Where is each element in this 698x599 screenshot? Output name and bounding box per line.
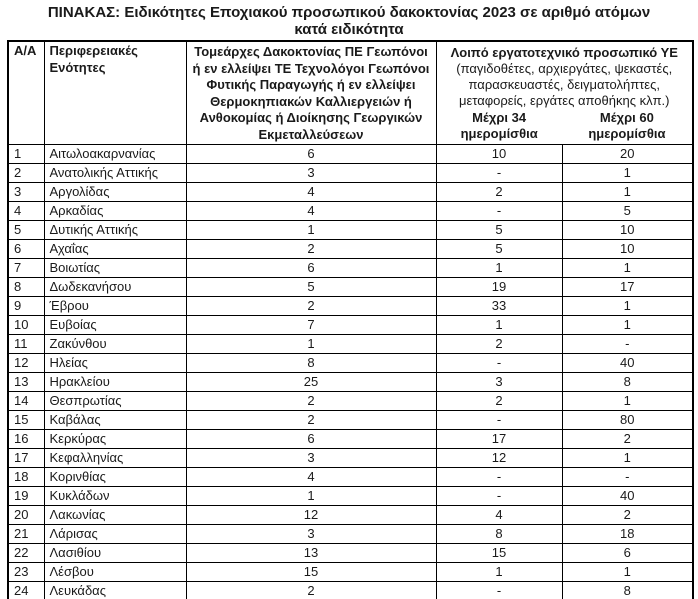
- row-index-cell: 10: [8, 316, 44, 335]
- upto60-count-cell: 80: [562, 411, 693, 430]
- upto60-count-cell: 1: [562, 316, 693, 335]
- supervisors-count-cell: 15: [186, 563, 436, 582]
- upto60-count-cell: 10: [562, 221, 693, 240]
- supervisors-count-cell: 3: [186, 525, 436, 544]
- row-index-cell: 23: [8, 563, 44, 582]
- supervisors-count-cell: 1: [186, 335, 436, 354]
- table-row: [8, 487, 693, 506]
- region-cell: Κεφαλληνίας: [44, 449, 186, 468]
- region-cell: Ηλείας: [44, 354, 186, 373]
- supervisors-count-cell: 7: [186, 316, 436, 335]
- table-row: [8, 449, 693, 468]
- region-cell: Έβρου: [44, 297, 186, 316]
- row-index-cell: 13: [8, 373, 44, 392]
- region-cell: Θεσπρωτίας: [44, 392, 186, 411]
- region-cell: Αρκαδίας: [44, 202, 186, 221]
- title-line-1: ΠΙΝΑΚΑΣ: Ειδικότητες Εποχιακού προσωπικού δακοκτονίας 2023 σε αριθμό ατόμων: [47, 4, 651, 21]
- upto34-count-cell: 19: [436, 278, 562, 297]
- upto60-count-cell: 40: [562, 354, 693, 373]
- supervisors-count-cell: 1: [186, 487, 436, 506]
- region-cell: Αργολίδας: [44, 183, 186, 202]
- upto34-count-cell: 5: [436, 240, 562, 259]
- upto34-count-cell: 5: [436, 221, 562, 240]
- table-row: [8, 392, 693, 411]
- supervisors-count-cell: 4: [186, 183, 436, 202]
- row-index-cell: 19: [8, 487, 44, 506]
- upto60-count-cell: 1: [562, 164, 693, 183]
- supervisors-count-cell: 3: [186, 164, 436, 183]
- region-cell: Κυκλάδων: [44, 487, 186, 506]
- region-cell: Λακωνίας: [44, 506, 186, 525]
- specialties-table: [7, 40, 694, 599]
- header-upto60-days: Μέχρι 60 ημερομίσθια: [588, 110, 666, 141]
- row-index-cell: 14: [8, 392, 44, 411]
- header-workers-group: [436, 41, 693, 145]
- region-cell: Λέσβου: [44, 563, 186, 582]
- table-row: [8, 183, 693, 202]
- region-cell: Δωδεκανήσου: [44, 278, 186, 297]
- region-cell: Λασιθίου: [44, 544, 186, 563]
- supervisors-count-cell: 6: [186, 430, 436, 449]
- row-index-cell: 11: [8, 335, 44, 354]
- row-index-cell: 9: [8, 297, 44, 316]
- table-header: [8, 41, 693, 145]
- row-index-cell: 7: [8, 259, 44, 278]
- upto34-count-cell: 17: [436, 430, 562, 449]
- table-row: [8, 335, 693, 354]
- upto60-count-cell: 2: [562, 506, 693, 525]
- table-row: [8, 525, 693, 544]
- header-upto34-days: Μέχρι 34 ημερομίσθια: [460, 110, 538, 141]
- table-row: [8, 297, 693, 316]
- table-body: [8, 145, 693, 599]
- region-cell: Βοιωτίας: [44, 259, 186, 278]
- upto34-count-cell: 1: [436, 563, 562, 582]
- table-row: [8, 316, 693, 335]
- region-cell: Αιτωλοακαρνανίας: [44, 145, 186, 164]
- supervisors-count-cell: 2: [186, 297, 436, 316]
- region-cell: Αχαΐας: [44, 240, 186, 259]
- row-index-cell: 17: [8, 449, 44, 468]
- table-row: [8, 164, 693, 183]
- header-workers-group-subtitle: (παγιδοθέτες, αρχιεργάτες, ψεκαστές, παρασκευαστές, δειγματολήπτες, μεταφορείς, εργάτες αποθήκης κλπ.): [456, 61, 673, 108]
- row-index-cell: 6: [8, 240, 44, 259]
- upto60-count-cell: 1: [562, 392, 693, 411]
- supervisors-count-cell: 1: [186, 221, 436, 240]
- upto34-count-cell: -: [436, 202, 562, 221]
- page-title: [0, 0, 698, 38]
- row-index-cell: 3: [8, 183, 44, 202]
- table-row: [8, 259, 693, 278]
- upto60-count-cell: 2: [562, 430, 693, 449]
- supervisors-count-cell: 4: [186, 468, 436, 487]
- header-row: [8, 41, 693, 145]
- region-cell: Λάρισας: [44, 525, 186, 544]
- region-cell: Λευκάδας: [44, 582, 186, 599]
- region-cell: Κορινθίας: [44, 468, 186, 487]
- upto60-count-cell: 8: [562, 582, 693, 599]
- upto60-count-cell: 40: [562, 487, 693, 506]
- upto34-count-cell: 1: [436, 259, 562, 278]
- table-row: [8, 430, 693, 449]
- header-workers-group-title: Λοιπό εργατοτεχνικό προσωπικό ΥΕ: [450, 45, 678, 60]
- table-row: [8, 145, 693, 164]
- upto34-count-cell: 3: [436, 373, 562, 392]
- table-row: [8, 354, 693, 373]
- supervisors-count-cell: 13: [186, 544, 436, 563]
- table-row: [8, 544, 693, 563]
- upto60-count-cell: -: [562, 335, 693, 354]
- upto34-count-cell: 33: [436, 297, 562, 316]
- supervisors-count-cell: 2: [186, 240, 436, 259]
- row-index-cell: 22: [8, 544, 44, 563]
- upto34-count-cell: 2: [436, 392, 562, 411]
- upto60-count-cell: 20: [562, 145, 693, 164]
- upto60-count-cell: 10: [562, 240, 693, 259]
- supervisors-count-cell: 6: [186, 259, 436, 278]
- header-workers-subcolumns: [437, 110, 693, 141]
- table-row: [8, 582, 693, 599]
- supervisors-count-cell: 12: [186, 506, 436, 525]
- region-cell: Κερκύρας: [44, 430, 186, 449]
- upto60-count-cell: 1: [562, 563, 693, 582]
- table-row: [8, 563, 693, 582]
- upto34-count-cell: 15: [436, 544, 562, 563]
- upto60-count-cell: 1: [562, 297, 693, 316]
- table-row: [8, 468, 693, 487]
- row-index-cell: 20: [8, 506, 44, 525]
- row-index-cell: 2: [8, 164, 44, 183]
- table-row: [8, 506, 693, 525]
- upto60-count-cell: 18: [562, 525, 693, 544]
- row-index-cell: 15: [8, 411, 44, 430]
- region-cell: Δυτικής Αττικής: [44, 221, 186, 240]
- supervisors-count-cell: 8: [186, 354, 436, 373]
- upto34-count-cell: -: [436, 487, 562, 506]
- header-aa: Α/Α: [8, 41, 44, 145]
- upto60-count-cell: 6: [562, 544, 693, 563]
- title-line-2: κατά ειδικότητα: [294, 21, 404, 38]
- table-row: [8, 278, 693, 297]
- upto34-count-cell: -: [436, 164, 562, 183]
- supervisors-count-cell: 3: [186, 449, 436, 468]
- region-cell: Ηρακλείου: [44, 373, 186, 392]
- upto34-count-cell: 12: [436, 449, 562, 468]
- header-supervisors: Τομεάρχες Δακοκτονίας ΠΕ Γεωπόνοι ή εν ελλείψει ΤΕ Τεχνολόγοι Γεωπόνοι Φυτικής Παραγωγής ή εν ελλείψει Θερμοκηπιακών Καλλιεργειών ή Ανθοκομίας ή Διοίκησης Γεωργικών Εκμεταλλεύσεων: [186, 41, 436, 145]
- upto60-count-cell: 5: [562, 202, 693, 221]
- supervisors-count-cell: 2: [186, 411, 436, 430]
- table-row: [8, 221, 693, 240]
- upto60-count-cell: 1: [562, 449, 693, 468]
- supervisors-count-cell: 2: [186, 582, 436, 599]
- row-index-cell: 21: [8, 525, 44, 544]
- region-cell: Ευβοίας: [44, 316, 186, 335]
- upto34-count-cell: -: [436, 354, 562, 373]
- table-row: [8, 373, 693, 392]
- region-cell: Ζακύνθου: [44, 335, 186, 354]
- row-index-cell: 4: [8, 202, 44, 221]
- row-index-cell: 24: [8, 582, 44, 599]
- table-row: [8, 202, 693, 221]
- upto60-count-cell: 1: [562, 259, 693, 278]
- upto34-count-cell: 2: [436, 335, 562, 354]
- upto34-count-cell: 10: [436, 145, 562, 164]
- table-row: [8, 240, 693, 259]
- upto60-count-cell: -: [562, 468, 693, 487]
- upto34-count-cell: 1: [436, 316, 562, 335]
- supervisors-count-cell: 2: [186, 392, 436, 411]
- upto34-count-cell: -: [436, 411, 562, 430]
- upto34-count-cell: 8: [436, 525, 562, 544]
- row-index-cell: 1: [8, 145, 44, 164]
- upto34-count-cell: -: [436, 582, 562, 599]
- upto34-count-cell: 4: [436, 506, 562, 525]
- header-region: Περιφερειακές Ενότητες: [44, 41, 186, 145]
- upto60-count-cell: 17: [562, 278, 693, 297]
- table-row: [8, 411, 693, 430]
- upto60-count-cell: 8: [562, 373, 693, 392]
- row-index-cell: 12: [8, 354, 44, 373]
- row-index-cell: 18: [8, 468, 44, 487]
- row-index-cell: 5: [8, 221, 44, 240]
- upto34-count-cell: -: [436, 468, 562, 487]
- supervisors-count-cell: 4: [186, 202, 436, 221]
- upto60-count-cell: 1: [562, 183, 693, 202]
- supervisors-count-cell: 5: [186, 278, 436, 297]
- row-index-cell: 8: [8, 278, 44, 297]
- supervisors-count-cell: 6: [186, 145, 436, 164]
- upto34-count-cell: 2: [436, 183, 562, 202]
- region-cell: Ανατολικής Αττικής: [44, 164, 186, 183]
- row-index-cell: 16: [8, 430, 44, 449]
- supervisors-count-cell: 25: [186, 373, 436, 392]
- region-cell: Καβάλας: [44, 411, 186, 430]
